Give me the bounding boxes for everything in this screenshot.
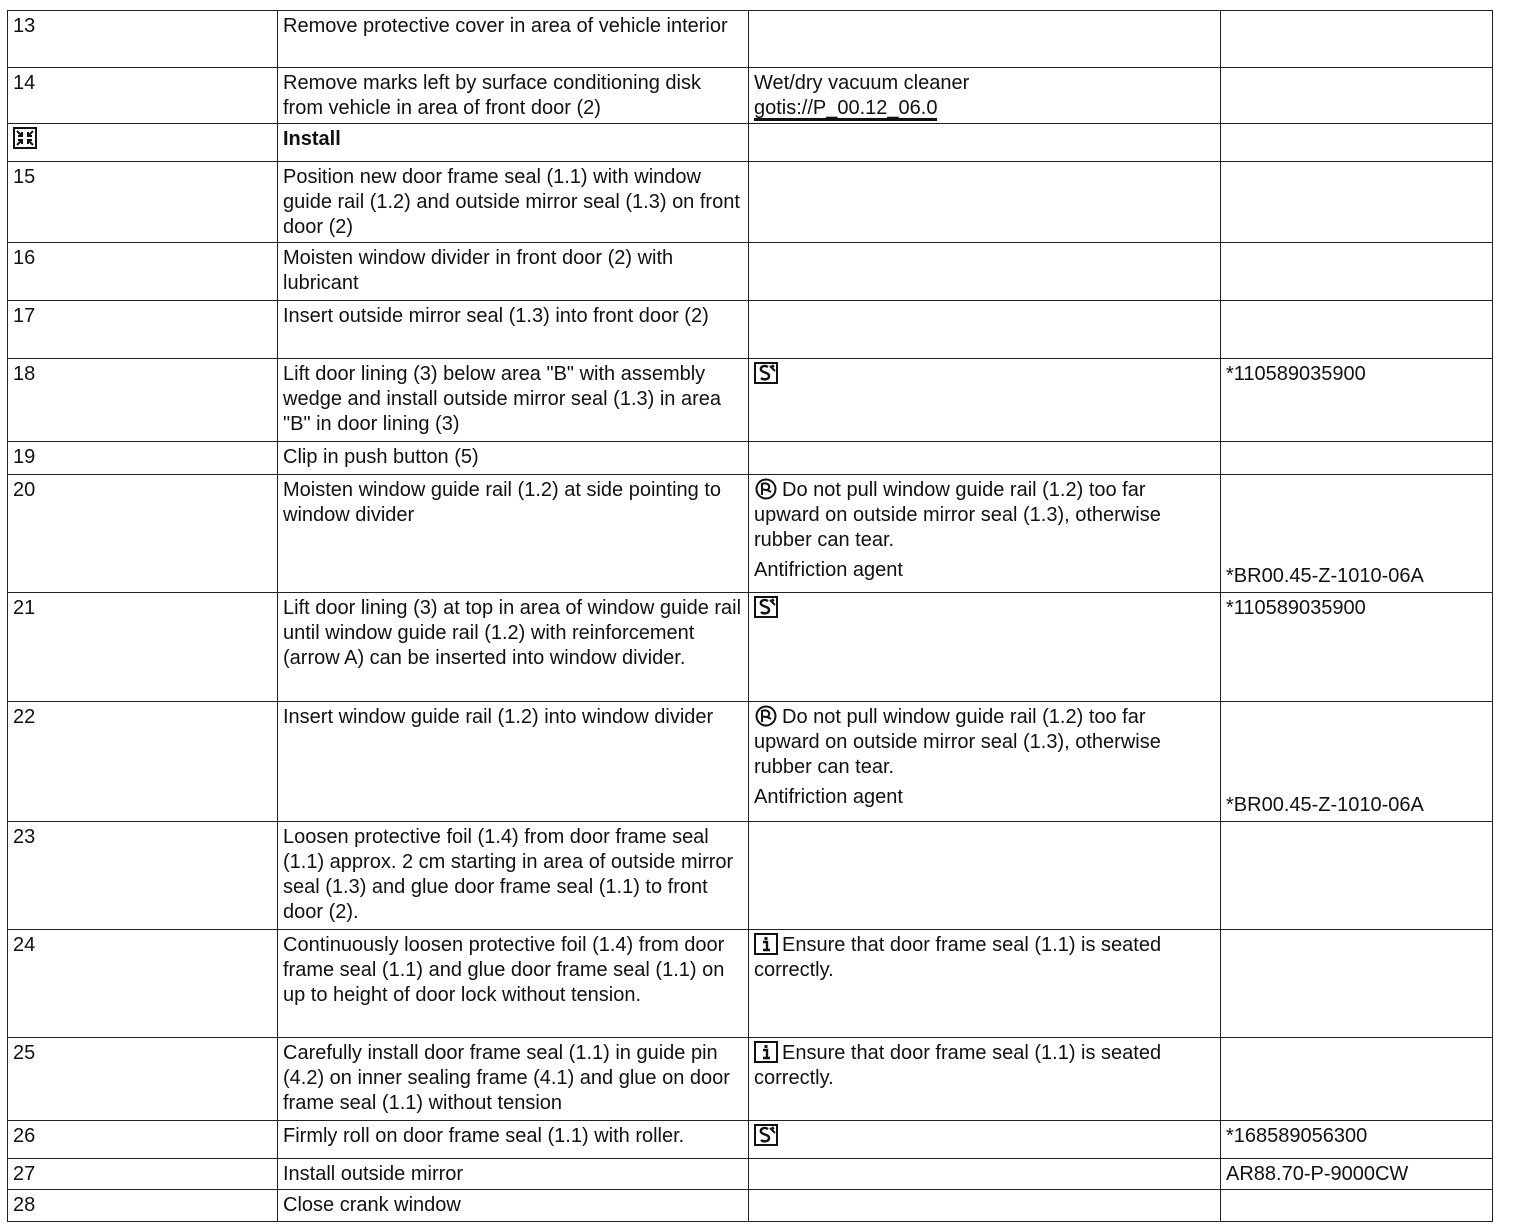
table-row bbox=[8, 11, 1493, 68]
step-number: 20 bbox=[8, 475, 278, 593]
section-title: Install bbox=[278, 124, 749, 162]
step-note bbox=[749, 11, 1221, 68]
info-icon bbox=[754, 1041, 778, 1063]
caution-text: Do not pull window guide rail (1.2) too far upward on outside mirror seal (1.3), otherwise rubber can tear. bbox=[754, 479, 1161, 551]
step-number: 21 bbox=[8, 593, 278, 702]
table-row bbox=[8, 162, 1493, 243]
section-header-row bbox=[8, 124, 1493, 162]
step-note bbox=[749, 124, 1221, 162]
step-reference: *110589035900 bbox=[1221, 593, 1493, 702]
step-note bbox=[749, 930, 1221, 1038]
step-number: 24 bbox=[8, 930, 278, 1038]
step-note bbox=[749, 359, 1221, 442]
consumable-name: Antifriction agent bbox=[754, 559, 903, 581]
step-number: 16 bbox=[8, 243, 278, 301]
table-row bbox=[8, 68, 1493, 124]
table-row bbox=[8, 1190, 1493, 1222]
step-reference bbox=[1221, 702, 1493, 822]
info-icon bbox=[754, 933, 778, 955]
step-reference bbox=[1221, 124, 1493, 162]
consumable-name: Antifriction agent bbox=[754, 786, 903, 808]
info-text: Ensure that door frame seal (1.1) is seated correctly. bbox=[754, 934, 1162, 981]
step-text: Remove protective cover in area of vehicle interior bbox=[278, 11, 749, 68]
step-text: Moisten window divider in front door (2) with lubricant bbox=[278, 243, 749, 301]
step-text: Insert outside mirror seal (1.3) into front door (2) bbox=[278, 301, 749, 359]
step-text: Firmly roll on door frame seal (1.1) with roller. bbox=[278, 1121, 749, 1159]
step-note bbox=[749, 702, 1221, 822]
step-number: 13 bbox=[8, 11, 278, 68]
step-number: 15 bbox=[8, 162, 278, 243]
step-number: 28 bbox=[8, 1190, 278, 1222]
step-number: 22 bbox=[8, 702, 278, 822]
step-note bbox=[749, 1159, 1221, 1190]
step-reference: *110589035900 bbox=[1221, 359, 1493, 442]
step-reference bbox=[1221, 442, 1493, 475]
step-number: 14 bbox=[8, 68, 278, 124]
step-text: Insert window guide rail (1.2) into window divider bbox=[278, 702, 749, 822]
step-text: Clip in push button (5) bbox=[278, 442, 749, 475]
step-note bbox=[749, 162, 1221, 243]
step-number: 27 bbox=[8, 1159, 278, 1190]
step-note bbox=[749, 442, 1221, 475]
consumable-reference: *BR00.45-Z-1010-06A bbox=[1226, 794, 1424, 816]
step-text: Install outside mirror bbox=[278, 1159, 749, 1190]
step-number: 18 bbox=[8, 359, 278, 442]
step-number: 26 bbox=[8, 1121, 278, 1159]
caution-icon bbox=[754, 478, 778, 500]
table-row bbox=[8, 243, 1493, 301]
special-tool-icon bbox=[754, 362, 778, 384]
document-link[interactable]: gotis://P_00.12_06.0 bbox=[754, 97, 938, 119]
table-row bbox=[8, 359, 1493, 442]
step-reference bbox=[1221, 162, 1493, 243]
step-reference bbox=[1221, 1190, 1493, 1222]
step-note bbox=[749, 475, 1221, 593]
step-note bbox=[749, 822, 1221, 930]
section-icon-cell bbox=[8, 124, 278, 162]
step-reference bbox=[1221, 475, 1493, 593]
table-row bbox=[8, 930, 1493, 1038]
tool-name: Wet/dry vacuum cleaner bbox=[754, 72, 970, 94]
step-text: Carefully install door frame seal (1.1) in guide pin (4.2) on inner sealing frame (4.1) and glue on door frame seal (1.1) without tension bbox=[278, 1038, 749, 1121]
step-note bbox=[749, 243, 1221, 301]
step-reference bbox=[1221, 68, 1493, 124]
step-reference bbox=[1221, 243, 1493, 301]
step-note bbox=[749, 593, 1221, 702]
consumable-reference: *BR00.45-Z-1010-06A bbox=[1226, 565, 1424, 587]
table-row bbox=[8, 475, 1493, 593]
step-text: Moisten window guide rail (1.2) at side pointing to window divider bbox=[278, 475, 749, 593]
step-text: Continuously loosen protective foil (1.4) from door frame seal (1.1) and glue door frame seal (1.1) on up to height of door lock without tension. bbox=[278, 930, 749, 1038]
table-row bbox=[8, 1159, 1493, 1190]
step-note bbox=[749, 1038, 1221, 1121]
step-reference bbox=[1221, 11, 1493, 68]
step-reference bbox=[1221, 301, 1493, 359]
table-row bbox=[8, 593, 1493, 702]
step-reference bbox=[1221, 822, 1493, 930]
step-text: Close crank window bbox=[278, 1190, 749, 1222]
step-note bbox=[749, 1121, 1221, 1159]
table-row bbox=[8, 702, 1493, 822]
step-text: Lift door lining (3) at top in area of window guide rail until window guide rail (1.2) with reinforcement (arrow A) can be inserted into window divider. bbox=[278, 593, 749, 702]
step-reference: *168589056300 bbox=[1221, 1121, 1493, 1159]
info-text: Ensure that door frame seal (1.1) is seated correctly. bbox=[754, 1042, 1162, 1089]
step-note bbox=[749, 68, 1221, 124]
table-row bbox=[8, 301, 1493, 359]
repair-steps-table bbox=[7, 10, 1493, 1222]
step-number: 25 bbox=[8, 1038, 278, 1121]
step-number: 19 bbox=[8, 442, 278, 475]
step-reference bbox=[1221, 1038, 1493, 1121]
caution-icon bbox=[754, 705, 778, 727]
step-reference[interactable]: AR88.70-P-9000CW bbox=[1221, 1159, 1493, 1190]
special-tool-icon bbox=[754, 596, 778, 618]
step-text: Position new door frame seal (1.1) with window guide rail (1.2) and outside mirror seal (1.3) on front door (2) bbox=[278, 162, 749, 243]
step-note bbox=[749, 1190, 1221, 1222]
table-row bbox=[8, 442, 1493, 475]
step-text: Lift door lining (3) below area "B" with assembly wedge and install outside mirror seal (1.3) in area "B" in door lining (3) bbox=[278, 359, 749, 442]
table-row bbox=[8, 822, 1493, 930]
step-reference bbox=[1221, 930, 1493, 1038]
install-icon bbox=[13, 127, 37, 149]
table-row bbox=[8, 1038, 1493, 1121]
step-number: 17 bbox=[8, 301, 278, 359]
step-number: 23 bbox=[8, 822, 278, 930]
special-tool-icon bbox=[754, 1124, 778, 1146]
caution-text: Do not pull window guide rail (1.2) too far upward on outside mirror seal (1.3), otherwise rubber can tear. bbox=[754, 706, 1161, 778]
step-text: Loosen protective foil (1.4) from door frame seal (1.1) approx. 2 cm starting in area of outside mirror seal (1.3) and glue door frame seal (1.1) to front door (2). bbox=[278, 822, 749, 930]
step-note bbox=[749, 301, 1221, 359]
step-text: Remove marks left by surface conditioning disk from vehicle in area of front door (2) bbox=[278, 68, 749, 124]
table-row bbox=[8, 1121, 1493, 1159]
